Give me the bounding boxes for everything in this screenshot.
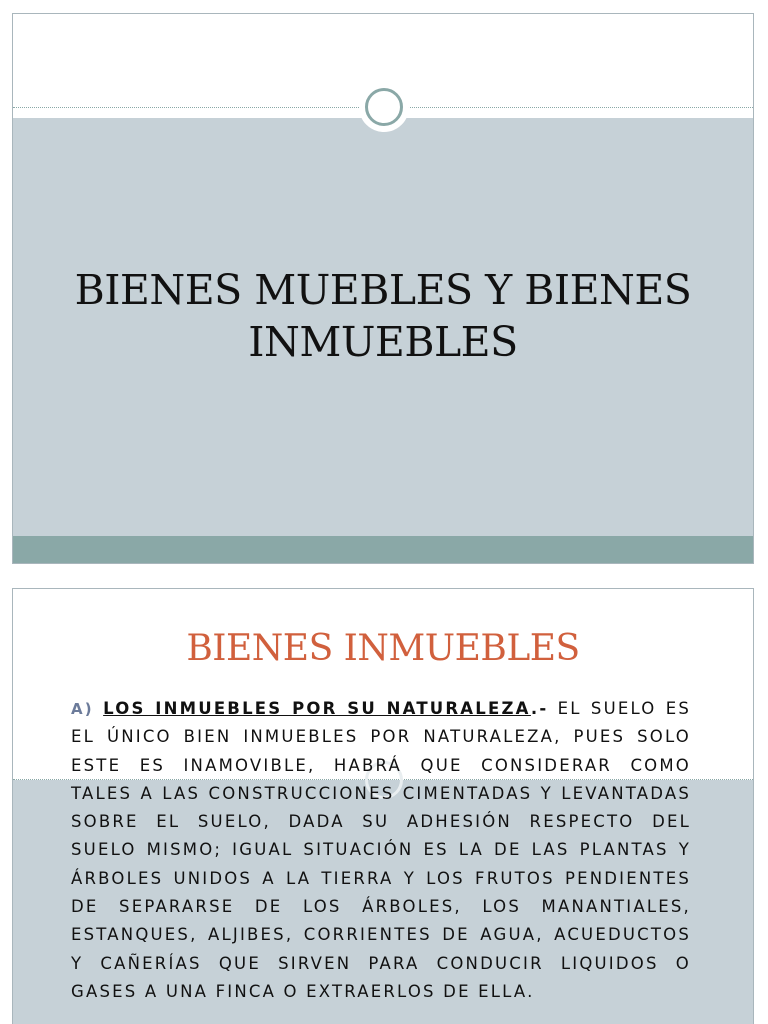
circle-ornament-icon — [359, 82, 409, 132]
ring-shape — [365, 88, 403, 126]
slide-heading: BIENES INMUEBLES — [186, 628, 580, 669]
bullet-text: EL SUELO ES EL ÚNICO BIEN INMUEBLES POR NATURALEZA, PUES SOLO ESTE ES INAMOVIBLE, HABRÁ QUE CONSIDERAR COMO TALES A LAS CONSTRUCCIONES CIMENTADAS Y LEVANTADAS SOBRE EL SUELO, DADA SU ADHESIÓN RESPECTO DEL SUELO MISMO; IGUAL SITUACIÓN ES LA DE LAS PLANTAS Y ÁRBOLES UNIDOS A LA TIERRA Y LOS FRUTOS PENDIENTES DE SEPARARSE DE LOS ÁRBOLES, LOS MANANTIALES, ESTANQUES, ALJIBES, CORRIENTES DE AGUA, ACUEDUCTOS Y CAÑERÍAS QUE SIRVEN PARA CONDUCIR LIQUIDOS O GASES A UNA FINCA O EXTRAERLOS DE ELLA. — [71, 699, 691, 1001]
slide-title-line-1: BIENES MUEBLES Y BIENES — [74, 266, 692, 314]
bullet-paragraph — [71, 695, 691, 1006]
slide-title-line-2: INMUEBLES — [248, 318, 518, 366]
slide-title — [33, 264, 733, 368]
content-slide — [12, 588, 754, 1024]
bullet-marker: A) — [71, 700, 94, 718]
term-separator: .- — [530, 699, 549, 718]
title-slide — [12, 13, 754, 564]
slide-footer-band — [13, 536, 753, 563]
bullet-term: LOS INMUEBLES POR SU NATURALEZA — [103, 699, 531, 718]
